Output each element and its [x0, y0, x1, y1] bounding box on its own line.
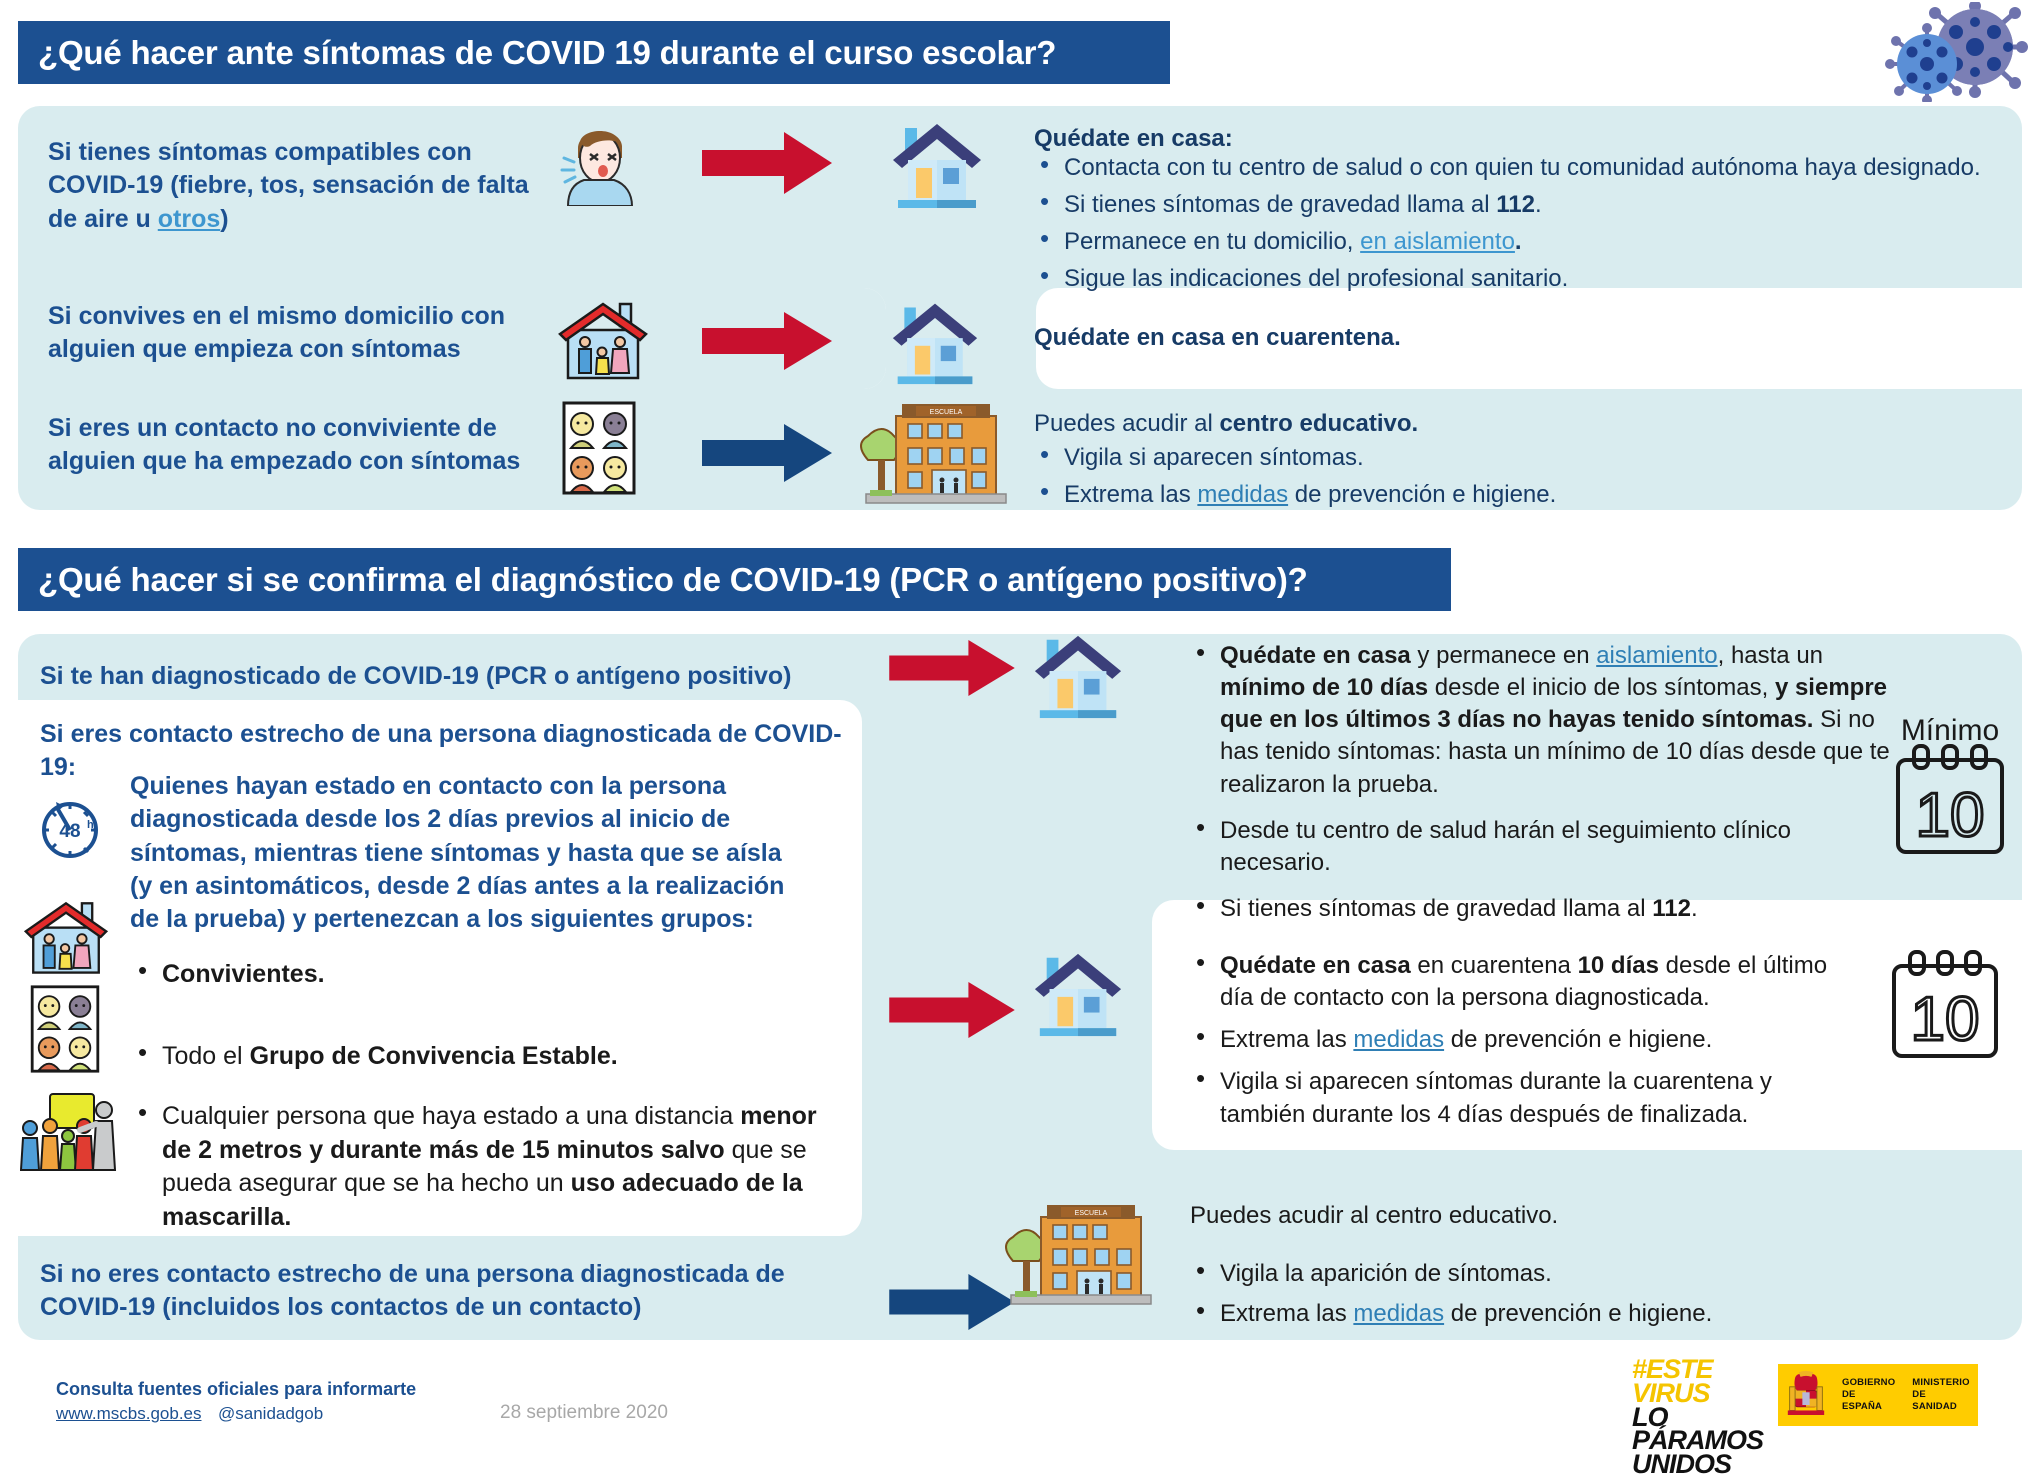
bullet-item: • Todo el Grupo de Convivencia Estable. [132, 1040, 812, 1074]
family-house-icon [556, 300, 650, 380]
clock-48h-icon [30, 788, 110, 868]
row-2-right-title: Quédate en casa en cuarentena. [1034, 324, 1401, 351]
house-icon [1030, 946, 1126, 1038]
house-icon [888, 296, 982, 386]
bullet-item: • Quédate en casa y permanece en aislamiento, hasta un mínimo de 10 días desde el inicio de los síntomas, y siempre que en los últimos 3 días no hayas tenido síntomas. Si no has tenido síntomas: hasta un mínimo de 10 días desde que te realizaron la prueba. [1190, 640, 1900, 801]
row-1-left-text: Si tienes síntomas compatibles con COVID-19 (fiebre, tos, sensación de falta de aire u otros) [48, 138, 529, 233]
footer-website-link[interactable]: www.mscbs.gob.es [56, 1404, 202, 1423]
bullet-item: • Convivientes. [132, 958, 812, 992]
slogan-line-1: #ESTE [1632, 1354, 1713, 1384]
school-icon [985, 1178, 1175, 1330]
bullet-item: • Cualquier persona que haya estado a una distancia menor de 2 metros y durante más de 15 minutos salvo que se pueda asegurar que se ha hecho un uso adecuado de la mascarilla. [132, 1100, 832, 1234]
bullet-item: • Si tienes síntomas de gravedad llama al 112. [1190, 893, 1900, 925]
campaign-slogan [1632, 1354, 1764, 1479]
bullet-item: • Contacta con tu centro de salud o con quien tu comunidad autónoma haya designado. [1034, 152, 2024, 184]
family-house-icon [22, 898, 110, 976]
row-2-left-text: Si convives en el mismo domicilio con alguien que empieza con síntomas [48, 302, 506, 364]
close-contact-paragraph: Quienes hayan estado en contacto con la persona diagnosticada desde los 2 días previos al inicio de síntomas, mientras tiene síntomas y hasta que se aísla (y en asintomáticos, desde 2 días antes a la realización de la prueba) y pertenezcan a los siguientes grupos: [130, 772, 785, 933]
ministry-label [1904, 1377, 1978, 1413]
school-icon [840, 398, 1030, 508]
footer-title: Consulta fuentes oficiales para informarte [56, 1379, 417, 1399]
red-arrow-icon [888, 982, 1016, 1038]
school-title: Puedes acudir al centro educativo. [1190, 1202, 1559, 1229]
footer-date: 28 septiembre 2020 [500, 1402, 668, 1423]
bullet-item: • Vigila la aparición de síntomas. [1190, 1258, 1950, 1290]
bullet-item: • Sigue las indicaciones del profesional sanitario. [1034, 263, 2024, 295]
diagnosed-bullets [1190, 640, 1900, 930]
bullet-item: • Si tienes síntomas de gravedad llama al 112. [1034, 189, 2024, 221]
row-1-right-title: Quédate en casa: [1034, 125, 1233, 152]
calendar-minimo-10-icon [1880, 712, 2020, 862]
coronavirus-icon [1880, 2, 2030, 102]
bullet-item: • Vigila si aparecen síntomas durante la cuarentena y también durante los 4 días después de finalizada. [1190, 1066, 1850, 1130]
row-1-right-bullets [1034, 152, 2024, 301]
gov-line-4: DE SANIDAD [1912, 1389, 1957, 1412]
classroom-icon [20, 1090, 120, 1176]
svg-text:10: 10 [1910, 985, 1980, 1054]
blue-arrow-icon [702, 424, 832, 482]
slogan-line-4: PÁRAMOS [1632, 1425, 1764, 1456]
close-contact-title: Si eres contacto estrecho de una persona diagnosticada de COVID-19: [40, 720, 842, 782]
red-arrow-icon [702, 312, 832, 370]
bullet-item: • Extrema las medidas de prevención e higiene. [1034, 479, 1934, 511]
slogan-line-5: UNIDOS [1632, 1449, 1732, 1479]
quarantine-bullets [1190, 950, 1850, 1136]
people-group-icon [560, 400, 638, 496]
svg-text:Mínimo: Mínimo [1900, 714, 2000, 747]
medidas-link[interactable]: medidas [1353, 1300, 1445, 1328]
government-logo [1778, 1364, 1978, 1426]
group-convivencia-estable [132, 1040, 812, 1079]
gov-label [1834, 1377, 1903, 1413]
bullet-item: • Vigila si aparecen síntomas. [1034, 442, 1934, 474]
svg-text:h: h [87, 819, 94, 831]
gov-line-1: GOBIERNO [1842, 1377, 1896, 1389]
section-1-header: ¿Qué hacer ante síntomas de COVID 19 durante el curso escolar? [18, 21, 1170, 84]
bullet-item: • Quédate en casa en cuarentena 10 días desde el último día de contacto con la persona diagnosticada. [1190, 950, 1850, 1014]
school-bullets [1190, 1258, 1950, 1335]
not-close-contact-text: Si no eres contacto estrecho de una persona diagnosticada de COVID-19 (incluidos los contactos de un contacto) [40, 1260, 785, 1322]
footer-handle[interactable]: @sanidadgob [218, 1404, 324, 1423]
calendar-10-icon [1880, 940, 2010, 1070]
svg-text:ESCUELA: ESCUELA [1074, 1210, 1108, 1217]
svg-text:10: 10 [1915, 781, 1985, 850]
people-group-icon [28, 984, 102, 1074]
row-3-left-text: Si eres un contacto no conviviente de alguien que ha empezado con síntomas [48, 414, 521, 476]
medidas-link[interactable]: medidas [1353, 1026, 1445, 1054]
svg-text:48: 48 [59, 821, 81, 842]
bullet-item: • Desde tu centro de salud harán el seguimiento clínico necesario. [1190, 815, 1900, 879]
bullet-item: • Permanece en tu domicilio, en aislamiento. [1034, 226, 2024, 258]
medidas-link[interactable]: medidas [1197, 481, 1289, 509]
row-3-right-bullets [1034, 442, 1934, 516]
coat-of-arms-icon [1778, 1364, 1834, 1426]
gov-line-2: DE ESPAÑA [1842, 1389, 1883, 1412]
bullet-item: • Extrema las medidas de prevención e higiene. [1190, 1298, 1950, 1330]
otros-link[interactable]: otros [157, 204, 221, 233]
red-arrow-icon [888, 640, 1016, 696]
coughing-person-icon [556, 118, 642, 206]
en-aislamiento-link[interactable]: en aislamiento [1360, 228, 1515, 256]
slogan-line-3: LO [1632, 1401, 1668, 1432]
section-2-header: ¿Qué hacer si se confirma el diagnóstico de COVID-19 (PCR o antígeno positivo)? [18, 548, 1451, 611]
slogan-line-2: VIRUS [1632, 1377, 1710, 1408]
house-icon [888, 116, 986, 210]
gov-line-3: MINISTERIO [1912, 1377, 1970, 1389]
aislamiento-link[interactable]: aislamiento [1596, 642, 1718, 669]
svg-text:ESCUELA: ESCUELA [929, 409, 963, 416]
house-icon [1030, 628, 1126, 720]
group-distance [132, 1100, 832, 1239]
group-convivientes [132, 958, 812, 997]
bullet-item: • Extrema las medidas de prevención e higiene. [1190, 1024, 1850, 1056]
row-3-right-title: Puedes acudir al centro educativo. [1034, 410, 1419, 437]
red-arrow-icon [702, 132, 832, 194]
diagnosed-text: Si te han diagnosticado de COVID-19 (PCR o antígeno positivo) [40, 662, 792, 690]
